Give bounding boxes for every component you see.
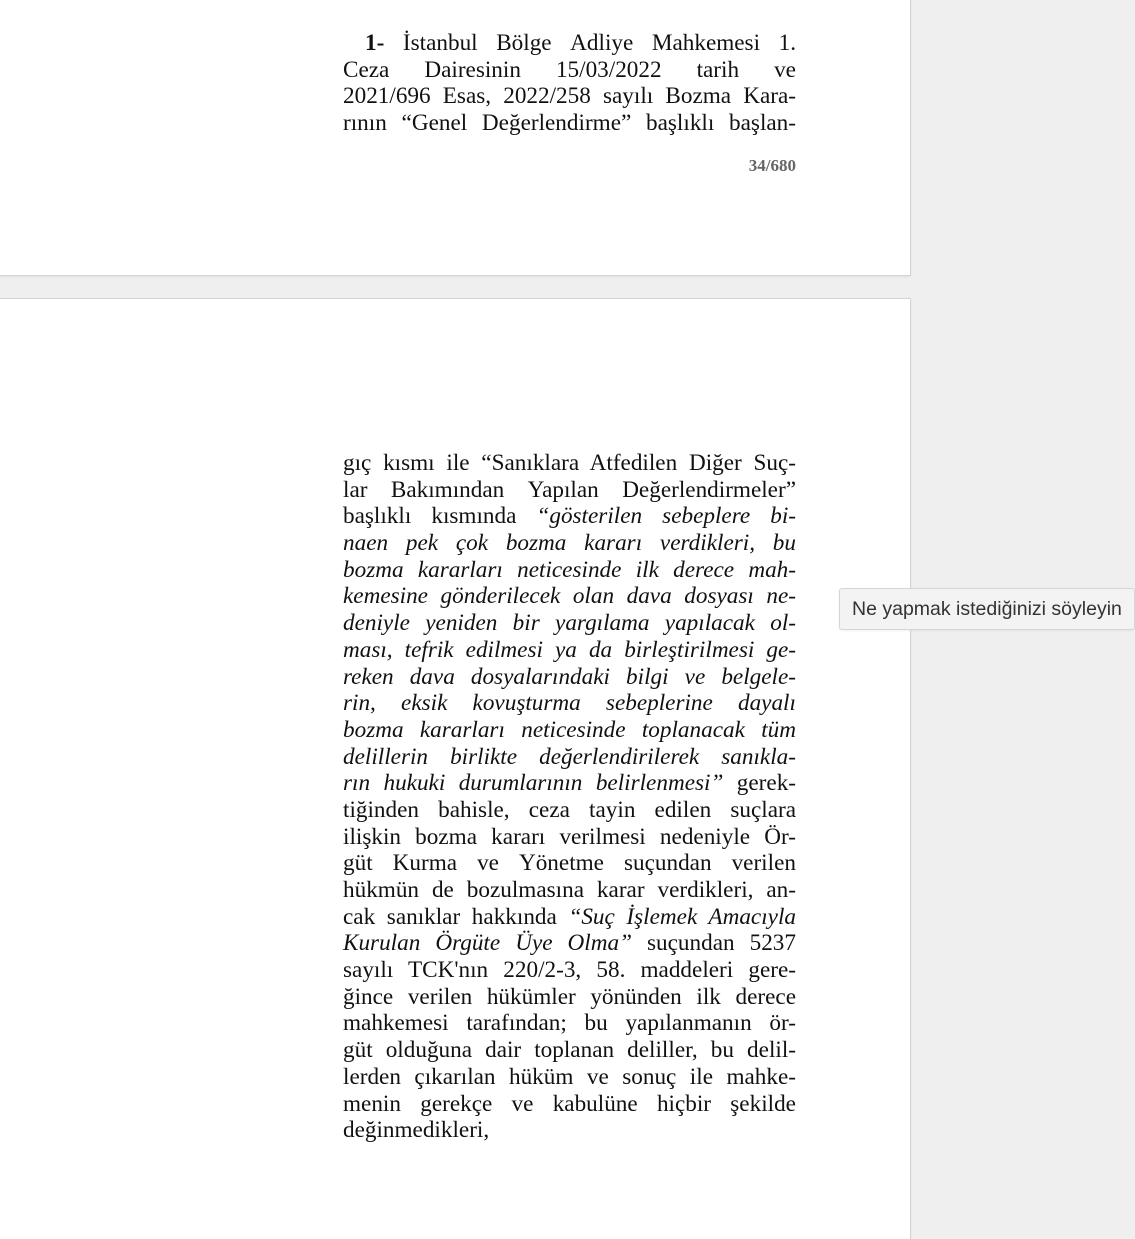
tell-me-search-tooltip[interactable]: Ne yapmak istediğinizi söyleyin <box>839 588 1135 630</box>
word: ve <box>774 56 796 83</box>
word: güt <box>343 850 373 877</box>
text-line <box>343 30 796 57</box>
text-line: ilişkin bozma kararı verilmesi nedeniyle Ör- <box>343 823 796 850</box>
text-line: ğince verilen hükümler yönünden ilk derece <box>343 983 796 1010</box>
word: verilen <box>731 850 796 877</box>
quote-text: rın hukuki durumlarının belirlenmesi” <box>343 770 724 797</box>
text-run: başlıklı kısmında <box>343 503 517 530</box>
word: Adliye <box>570 30 634 56</box>
word: Kurma <box>392 850 458 877</box>
text-line: hükmün de bozulmasına karar verdikleri, an- <box>343 877 796 903</box>
text-line <box>343 770 796 797</box>
word: Dairesinin <box>424 56 521 83</box>
word: İstanbul <box>402 30 478 56</box>
text-line: sayılı TCK'nın 220/2-3, 58. maddeleri gere- <box>343 957 796 984</box>
text-run: suçundan 5237 <box>647 930 796 957</box>
word: şekilde <box>730 1090 796 1117</box>
item-number: 1- <box>365 30 385 56</box>
word: Bölge <box>496 30 552 56</box>
quote-line: ması, tefrik edilmesi ya da birleştirilmesi ge- <box>343 636 796 663</box>
quote-text: Kurulan Örgüte Üye Olma” <box>343 930 632 957</box>
page-number: 34/680 <box>748 156 796 175</box>
text-line <box>343 1091 796 1118</box>
text-line: tiğinden bahisle, ceza tayin edilen suçlara <box>343 796 796 823</box>
word: Bakımından <box>390 476 505 503</box>
text-line <box>343 904 796 931</box>
text-run: gerek- <box>736 770 797 797</box>
text-line: gıç kısmı ile “Sanıklara Atfedilen Diğer Suç- <box>343 450 796 476</box>
text-line <box>343 503 796 530</box>
text-line: mahkemesi tarafından; bu yapılanmanın ör- <box>343 1010 796 1037</box>
word: sebeplerine <box>605 690 713 717</box>
word: gerekçe <box>420 1090 493 1117</box>
text-line <box>343 930 796 957</box>
word: Ceza <box>343 56 390 83</box>
word: Değerlendirmeler” <box>622 476 796 503</box>
quote-line: naen pek çok bozma kararı verdikleri, bu <box>343 530 796 557</box>
text-run: cak sanıklar hakkında <box>343 903 557 930</box>
page-bottom-text <box>343 450 796 1144</box>
word: Yönetme <box>518 850 604 877</box>
quote-line: deniyle yeniden bir yargılama yapılacak ol- <box>343 610 796 637</box>
word: suçundan <box>623 850 712 877</box>
word: kabulüne <box>552 1090 638 1117</box>
word: dayalı <box>737 690 796 717</box>
text-line: lerden çıkarılan hüküm ve sonuç ile mahke- <box>343 1063 796 1090</box>
word: 15/03/2022 <box>555 56 662 83</box>
word: tarih <box>696 56 740 83</box>
text-line: rının “Genel Değerlendirme” başlıklı başlan- <box>343 110 796 137</box>
word: ve <box>477 850 499 877</box>
text-line: 2021/696 Esas, 2022/258 sayılı Bozma Kara- <box>343 83 796 110</box>
word: Yapılan <box>527 476 599 503</box>
quote-line <box>343 690 796 717</box>
word: hiçbir <box>656 1090 712 1117</box>
word: lar <box>343 476 368 503</box>
word: Mahkemesi <box>651 30 761 56</box>
quote-line: bozma kararları neticesinde toplanacak tüm <box>343 716 796 743</box>
quote-line: reken dava dosyalarındaki bilgi ve belgele- <box>343 663 796 690</box>
text-line <box>343 477 796 504</box>
word: rin, <box>343 690 376 717</box>
word: 1. <box>778 30 796 56</box>
word: menin <box>343 1090 401 1117</box>
document-page-top <box>0 0 910 275</box>
word: eksik <box>401 690 448 717</box>
text-line <box>343 57 796 84</box>
text-line: değinmedikleri, <box>343 1117 490 1144</box>
word: ve <box>511 1090 534 1117</box>
word: kovuşturma <box>472 690 581 717</box>
quote-text: “gösterilen sebeplere bi- <box>536 503 796 530</box>
quote-line: bozma kararları neticesinde ilk derece mah- <box>343 556 796 583</box>
text-line: güt olduğuna dair toplanan deliller, bu delil- <box>343 1037 796 1064</box>
quote-line: kemesine gönderilecek olan dava dosyası ne- <box>343 583 796 610</box>
page-top-text <box>343 30 796 137</box>
quote-line: delillerin birlikte değerlendirilerek sanıkla- <box>343 743 796 770</box>
quote-text: “Suç İşlemek Amacıyla <box>568 903 796 930</box>
document-page-bottom <box>0 299 910 1239</box>
text-line <box>343 850 796 877</box>
